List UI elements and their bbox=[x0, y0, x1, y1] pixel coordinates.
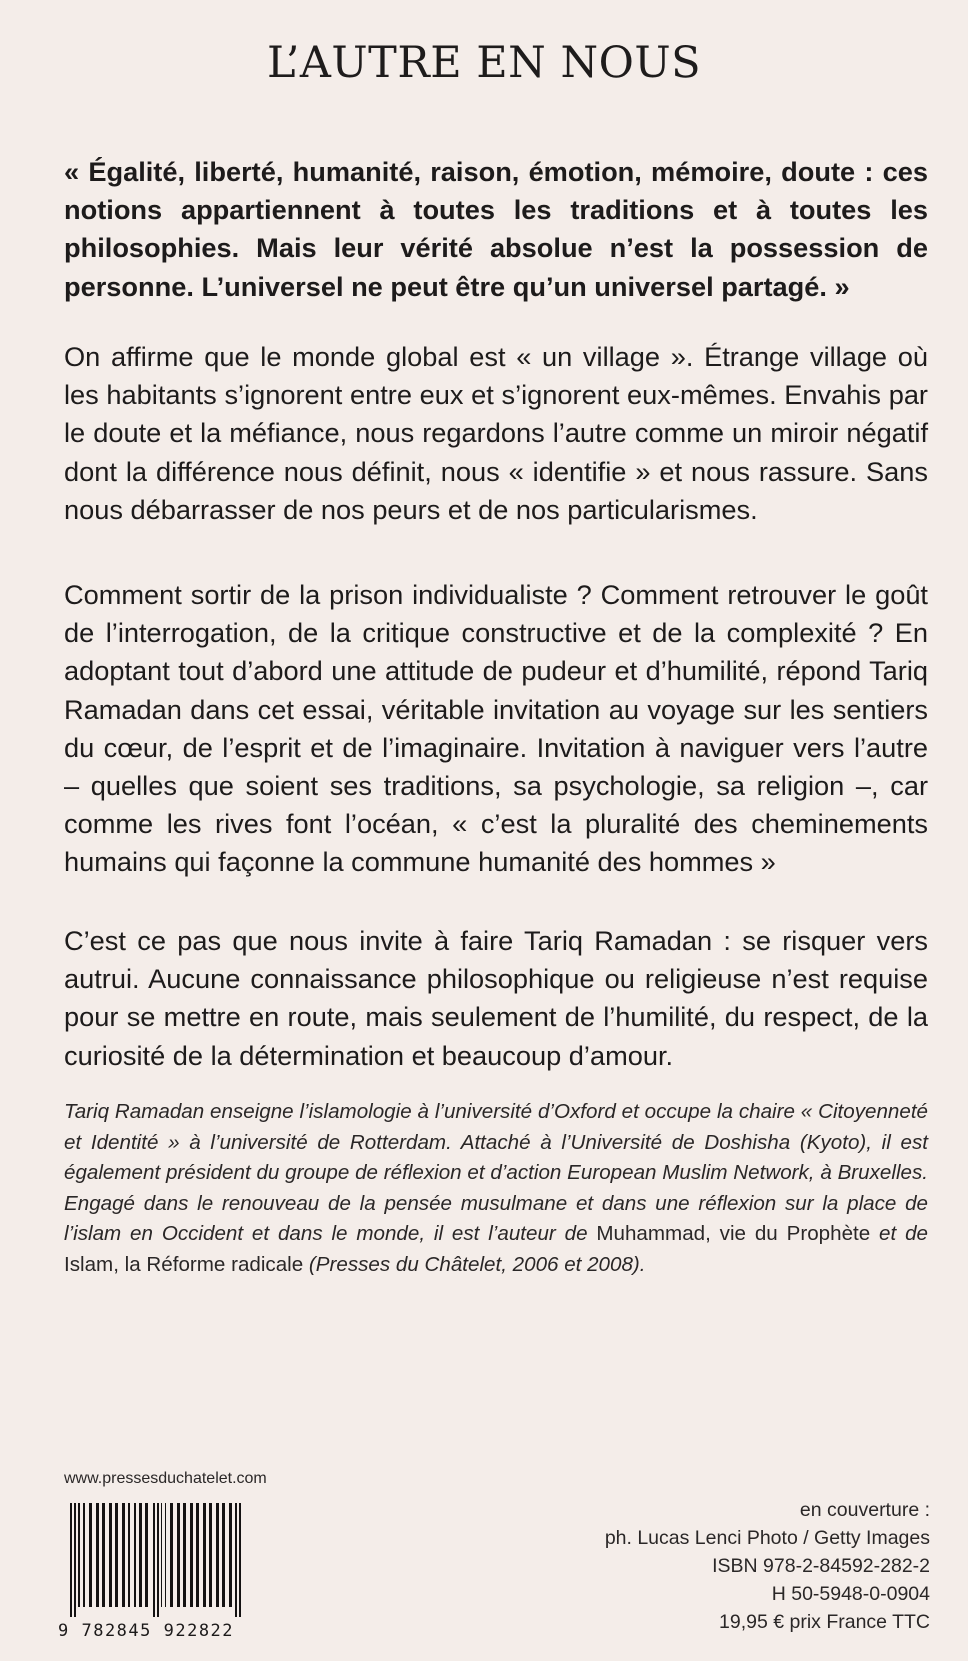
price: 19,95 € prix France TTC bbox=[719, 1611, 930, 1633]
summary-paragraph-2: Comment sortir de la prison individualiste ? Comment retrouver le goût de l’interrogation, de la critique constructive et de la complexité ? En adoptant tout d’abord une attitude de pudeur et d’humilité, répond Tariq Ramadan dans cet essai, véritable invitation au voyage sur les sentiers du cœur, de l’esprit et de l’imaginaire. Invitation à naviguer vers l’autre – quelles que soient ses traditions, sa psychologie, sa religion –, car comme les rives font l’océan, « c’est la pluralité des cheminements humains qui façonne la commune humanité des hommes » bbox=[64, 579, 928, 878]
summary-paragraph-3: C’est ce pas que nous invite à faire Tariq Ramadan : se risquer vers autrui. Aucune connaissance philosophique ou religieuse n’est requise pour se mettre en route, mais seulement de l’humilité, du respect, de la curiosité de la détermination et beaucoup d’amour. bbox=[64, 925, 928, 1071]
bio-text-2: et de bbox=[870, 1222, 928, 1246]
bio-book-title-2: Islam, la Réforme radicale bbox=[64, 1252, 304, 1276]
bio-text-1: Tariq Ramadan enseigne l’islamologie à l’université d’Oxford et occupe la chaire « Citoyenneté et Identité » à l’université de Rotterdam. Attaché à l’Université de Doshisha (Kyoto), il est également président du groupe de réflexion et d’action European Muslim Network, à Bruxelles. Engagé dans le renouveau de la pensée musulmane et dans une réflexion sur la place de l’islam en Occident et dans le monde, il est l’auteur de bbox=[64, 1100, 928, 1246]
barcode-bars bbox=[58, 1503, 308, 1621]
bio-text-3: (Presses du Châtelet, 2006 et 2008). bbox=[303, 1252, 646, 1276]
isbn-barcode bbox=[58, 1503, 308, 1648]
epigraph-quote: « Égalité, liberté, humanité, raison, émotion, mémoire, doute : ces notions appartiennent à toutes les traditions et à toutes les philosophies. Mais leur vérité absolue n’est la possession de personne. L’universel ne peut être qu’un universel partagé. » bbox=[64, 156, 928, 302]
bio-book-title-1: Muhammad, vie du Prophète bbox=[596, 1222, 871, 1246]
publisher-website: www.pressesduchatelet.com bbox=[64, 1470, 267, 1487]
cover-credit-label: en couverture : bbox=[799, 1499, 930, 1521]
author-biography bbox=[64, 1097, 928, 1281]
cover-credits bbox=[605, 1496, 930, 1636]
product-code: H 50-5948-0-0904 bbox=[771, 1583, 930, 1605]
summary-paragraph-1: On affirme que le monde global est « un village ». Étrange village où les habitants s’ignorent entre eux et s’ignorent eux-mêmes. Envahis par le doute et la méfiance, nous regardons l’autre comme un miroir négatif dont la différence nous définit, nous « identifie » et nous rassure. Sans nous débarrasser de nos peurs et de nos particularismes. bbox=[64, 341, 928, 525]
book-title: L’AUTRE EN NOUS bbox=[266, 38, 702, 88]
photo-credit: ph. Lucas Lenci Photo / Getty Images bbox=[604, 1527, 930, 1549]
isbn-number: ISBN 978-2-84592-282-2 bbox=[712, 1555, 930, 1577]
barcode-digits: 9 782845 922822 bbox=[58, 1621, 235, 1641]
